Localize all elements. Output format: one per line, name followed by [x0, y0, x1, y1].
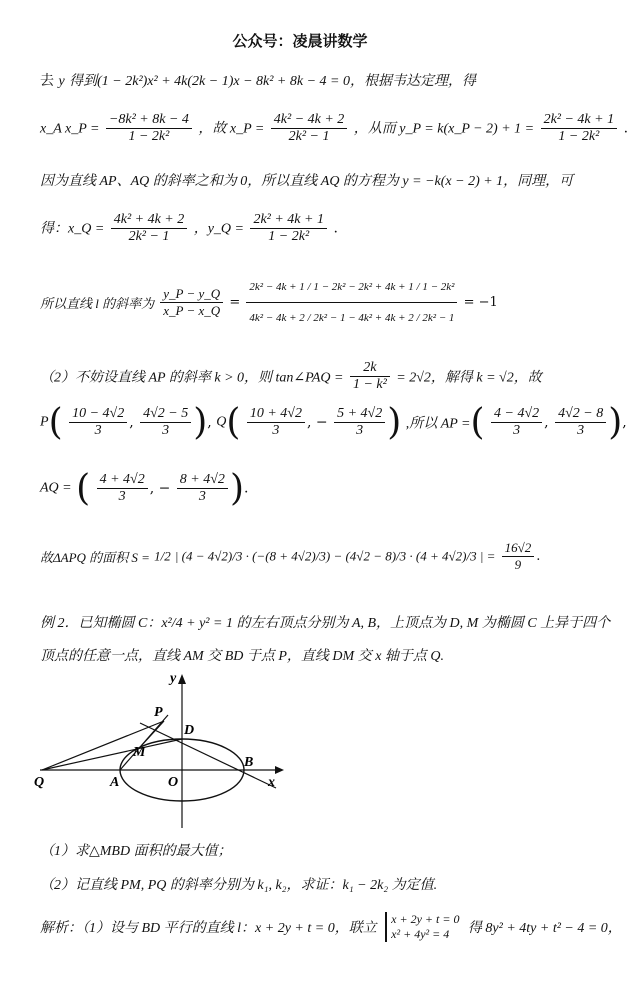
paren: ( — [470, 402, 485, 443]
label-d: D — [184, 723, 195, 738]
math: | (4 − 4√2)/3 · (−(8 + 4√2)/3) − (4√2 − 8)/3 · (4 + 4√2)/3 | = — [174, 548, 496, 564]
line-1 — [40, 70, 476, 90]
question-2 — [40, 874, 437, 894]
math: ,所以 AP = — [405, 416, 471, 432]
math: 得 8y² + 4ty + t² − 4 = 0， — [467, 921, 622, 936]
math: 1/2 — [154, 548, 171, 564]
fraction: $\frac{\text{4k² − 4k + 2}}{\text{2k² − 1}}$ — [271, 112, 348, 145]
math: = — [229, 295, 241, 310]
fraction: $\frac{8 + 4√2}{3}$ — [177, 472, 228, 505]
line-5 — [40, 272, 498, 333]
page-header: 公众号：凌晨讲数学 — [232, 32, 368, 50]
fraction: $\frac{4 + 4√2}{3}$ — [97, 472, 148, 505]
label-b: B — [244, 755, 254, 770]
math: ，故 x_P = — [198, 121, 265, 137]
line-3 — [40, 170, 573, 190]
math: 得：x_Q = — [40, 221, 105, 237]
fraction: $\frac{2k}{\text{1 − k²}}$ — [350, 360, 390, 393]
question-1 — [40, 840, 232, 860]
line-6 — [40, 360, 542, 393]
math: . — [536, 549, 541, 564]
math: . — [623, 120, 628, 137]
line-9 — [40, 540, 540, 573]
fraction: $\frac{4√2 - 5}{3}$ — [140, 406, 191, 439]
paren: ) — [608, 402, 623, 443]
fraction: $\frac{4√2 - 8}{3}$ — [555, 406, 606, 439]
fraction: $\frac{\text{−8k² + 8k − 4}}{\text{1 − 2k²}}$ — [106, 112, 192, 145]
example-2-line-2 — [40, 645, 444, 665]
line-7: P( $\frac{10 - 4√2}{3}$ , $\frac{4√2 - 5}{3}$ ), Q( $\frac{10 + 4√2}{3}$ , − $\frac{5 + 4√2}{3}$ ) ,所以 AP =( $\frac{4 - 4√2}{3}$ , $\frac{4√2 - 8}{3}$ ), — [40, 402, 627, 443]
math: 所以直线 l 的斜率为 — [40, 296, 155, 311]
fraction: $\frac{16√2}{9}$ — [502, 540, 535, 573]
label-x: x — [268, 775, 275, 790]
fraction: $\frac{10 - 4√2}{3}$ — [69, 406, 127, 439]
math: . — [243, 480, 249, 497]
fraction: $\frac{5 + 4√2}{3}$ — [334, 406, 385, 439]
line-q-to-d — [42, 739, 182, 770]
paren: ) — [229, 468, 244, 509]
text: 去 — [40, 73, 54, 89]
math: = 2√2，解得 k = √2，故 — [396, 370, 542, 386]
paren: ( — [76, 468, 91, 509]
label-p: P — [154, 705, 163, 720]
fraction: $\frac{10 + 4√2}{3}$ — [247, 406, 305, 439]
math: 解析：（1）设与 BD 平行的直线 l：x + 2y + t = 0，联立 — [40, 921, 377, 936]
ellipse-figure — [30, 668, 300, 828]
math: （2）记直线 PM, PQ 的斜率分别为 k₁, k₂，求证：k₁ − 2k₂ 为定值. — [40, 878, 438, 893]
fraction: $\frac{\text{4k² + 4k + 2}}{\text{2k² − 1}}$ — [111, 212, 188, 245]
label-m: M — [133, 745, 146, 760]
example-2-line-1 — [40, 612, 610, 632]
paren: ) — [193, 402, 208, 443]
line-8: AQ = ( $\frac{4 + 4√2}{3}$ , − $\frac{8 + 4√2}{3}$ ). — [40, 468, 249, 509]
x-axis-arrow — [275, 766, 284, 774]
math: . — [333, 220, 338, 237]
point-p: P — [40, 414, 49, 430]
math: 故ΔAPQ 的面积 S = — [40, 550, 150, 565]
math: AQ = — [40, 480, 72, 496]
line-bd — [140, 723, 276, 788]
system-of-equations: x + 2y + t = 0 x² + 4y² = 4 — [385, 912, 459, 942]
math: （1）求△MBD 面积的最大值； — [40, 844, 232, 859]
label-a: A — [110, 775, 120, 790]
math: x_A x_P = — [40, 121, 100, 137]
math: 得到(1 − 2k²)x² + 4k(2k − 1)x − 8k² + 8k − 4 = 0，根据韦达定理，得 — [69, 74, 476, 89]
math: （2）不妨设直线 AP 的斜率 k > 0，则 tan∠PAQ = — [40, 370, 344, 386]
fraction: $\frac{\text{2k² − 4k + 1 / 1 − 2k² − 2k² + 4k + 1 / 1 − 2k²}}{\text{4k² − 4k + 2 / 2k² − 1 − 4k² + 4k + 2 / 2k² − 1}}$ — [246, 272, 457, 333]
fraction: $\frac{\text{2k² − 4k + 1}}{\text{1 − 2k²}}$ — [541, 112, 618, 145]
label-o: O — [168, 775, 179, 790]
fraction: $\frac{y\_P - y\_Q}{x\_P - x\_Q}$ — [160, 286, 223, 319]
math: y — [58, 74, 65, 89]
point-q: Q — [216, 414, 227, 430]
y-axis-arrow — [178, 674, 186, 684]
paren: ( — [226, 402, 241, 443]
math: ，y_Q = — [193, 221, 244, 237]
label-y: y — [170, 671, 177, 686]
label-q: Q — [34, 775, 45, 790]
line-4 — [40, 212, 338, 245]
math: 例 2．已知椭圆 C：x²/4 + y² = 1 的左右顶点分别为 A, B，上顶点为 D, M 为椭圆 C 上异于四个 — [40, 616, 611, 631]
solution-line — [40, 912, 622, 942]
fraction: $\frac{\text{2k² + 4k + 1}}{\text{1 − 2k²}}$ — [250, 212, 327, 245]
paren: ) — [387, 402, 402, 443]
math: ，从而 y_P = k(x_P − 2) + 1 = — [353, 121, 535, 137]
math: = −1 — [463, 295, 498, 310]
math: 顶点的任意一点，直线 AM 交 BD 于点 P，直线 DM 交 x 轴于点 Q. — [40, 649, 445, 664]
line-2 — [40, 112, 628, 145]
paren: ( — [48, 402, 63, 443]
math: 因为直线 AP、AQ 的斜率之和为 0，所以直线 AQ 的方程为 y = −k(x − 2) + 1，同理，可 — [40, 174, 574, 189]
fraction: $\frac{4 - 4√2}{3}$ — [491, 406, 542, 439]
